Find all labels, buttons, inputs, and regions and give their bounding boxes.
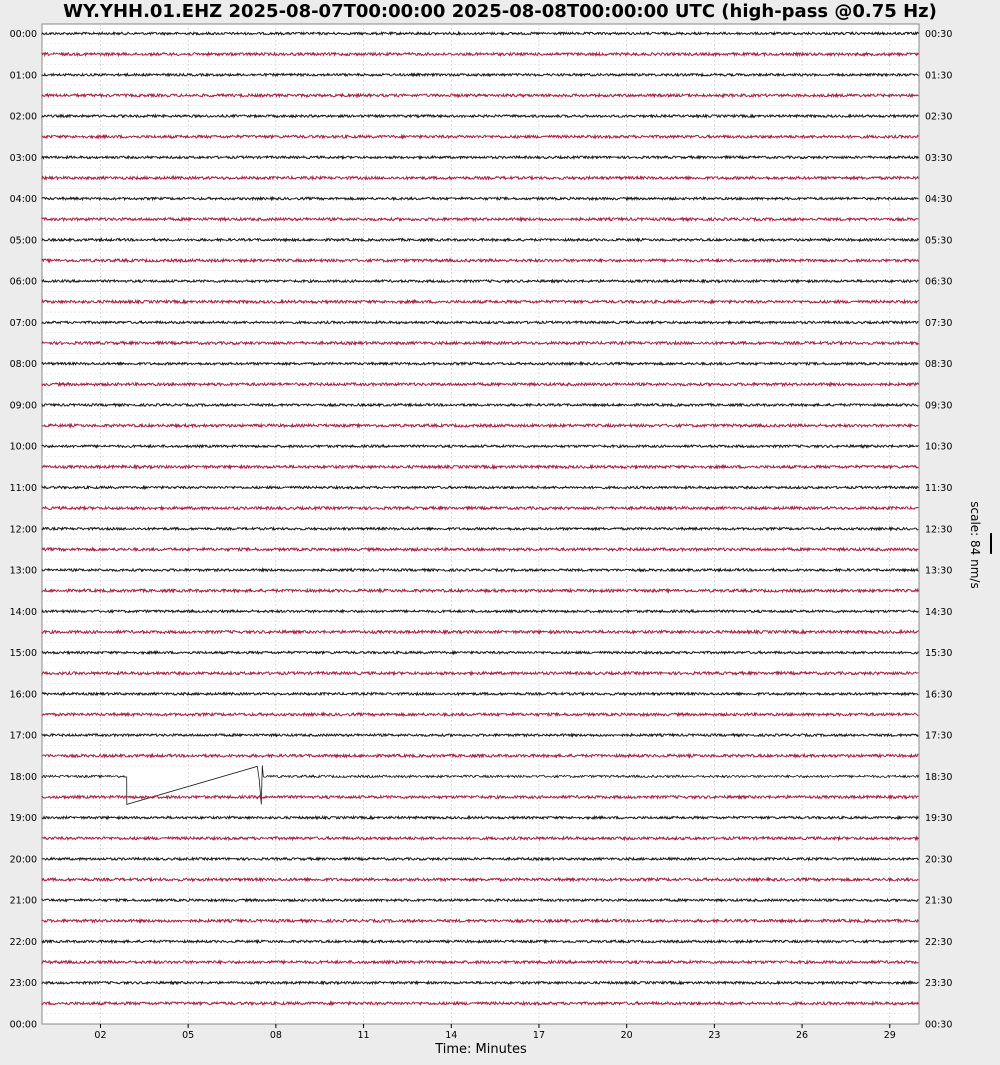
row-label-left: 00:00 — [9, 1019, 37, 1031]
row-label-right: 12:30 — [925, 524, 953, 536]
x-tick-label: 05 — [182, 1030, 195, 1041]
row-label-left: 02:00 — [9, 111, 37, 123]
row-label-right: 23:30 — [925, 978, 953, 990]
row-label-left: 16:00 — [9, 689, 37, 701]
row-label-left: 10:00 — [9, 441, 37, 453]
row-label-right: 08:30 — [925, 359, 953, 371]
row-label-right: 14:30 — [925, 606, 953, 618]
row-label-left: 08:00 — [9, 359, 37, 371]
row-label-right: 02:30 — [925, 111, 953, 123]
row-label-left: 23:00 — [9, 978, 37, 990]
row-label-left: 13:00 — [9, 565, 37, 577]
row-label-right: 13:30 — [925, 565, 953, 577]
scale-label — [962, 500, 988, 590]
row-label-left: 21:00 — [9, 895, 37, 907]
x-tick-label: 26 — [796, 1030, 809, 1041]
row-label-left: 15:00 — [9, 648, 37, 660]
chart-title: WY.YHH.01.EHZ 2025-08-07T00:00:00 2025-08-08T00:00:00 UTC (high-pass @0.75 Hz) — [63, 1, 937, 22]
row-label-left: 07:00 — [9, 317, 37, 329]
row-label-left: 01:00 — [9, 70, 37, 82]
row-label-right: 20:30 — [925, 854, 953, 866]
x-tick-label: 11 — [357, 1030, 370, 1041]
row-label-left: 03:00 — [9, 152, 37, 164]
row-label-left: 05:00 — [9, 235, 37, 247]
row-label-left: 19:00 — [9, 813, 37, 825]
row-label-right: 01:30 — [925, 70, 953, 82]
row-label-right: 00:30 — [925, 1019, 953, 1031]
row-label-left: 18:00 — [9, 771, 37, 783]
row-label-left: 04:00 — [9, 194, 37, 206]
row-label-left: 00:00 — [9, 29, 37, 40]
row-label-right: 22:30 — [925, 936, 953, 948]
row-label-right: 10:30 — [925, 441, 953, 453]
scale-label-text: scale: 84 nm/s — [968, 501, 982, 589]
row-label-left: 20:00 — [9, 854, 37, 866]
x-tick-label: 17 — [532, 1030, 546, 1041]
row-label-right: 19:30 — [925, 813, 953, 825]
row-label-left: 22:00 — [9, 936, 37, 948]
x-tick-label: 08 — [269, 1030, 282, 1041]
row-label-right: 16:30 — [925, 689, 953, 701]
scale-bar — [990, 533, 992, 554]
row-label-left: 17:00 — [9, 730, 37, 742]
row-label-right: 17:30 — [925, 730, 953, 742]
row-label-left: 11:00 — [9, 482, 37, 494]
x-tick-label: 14 — [445, 1030, 458, 1041]
row-label-right: 05:30 — [925, 235, 953, 247]
x-tick-label: 29 — [883, 1030, 896, 1041]
row-label-right: 21:30 — [925, 895, 953, 907]
x-tick-label: 20 — [620, 1030, 633, 1041]
row-label-left: 14:00 — [9, 606, 37, 618]
row-label-right: 15:30 — [925, 648, 953, 660]
row-label-right: 11:30 — [925, 482, 953, 494]
row-label-left: 12:00 — [9, 524, 37, 536]
row-label-right: 04:30 — [925, 194, 953, 206]
x-axis-label: Time: Minutes — [435, 1042, 527, 1057]
row-label-right: 06:30 — [925, 276, 953, 288]
row-label-right: 09:30 — [925, 400, 953, 412]
row-label-right: 18:30 — [925, 771, 953, 783]
plot-area — [42, 24, 919, 1024]
row-label-left: 09:00 — [9, 400, 37, 412]
x-tick-label: 23 — [708, 1030, 721, 1041]
row-label-right: 07:30 — [925, 317, 953, 329]
x-tick-label: 02 — [94, 1030, 107, 1041]
row-label-left: 06:00 — [9, 276, 37, 288]
row-label-right: 03:30 — [925, 152, 953, 164]
row-label-right: 00:30 — [925, 29, 953, 40]
